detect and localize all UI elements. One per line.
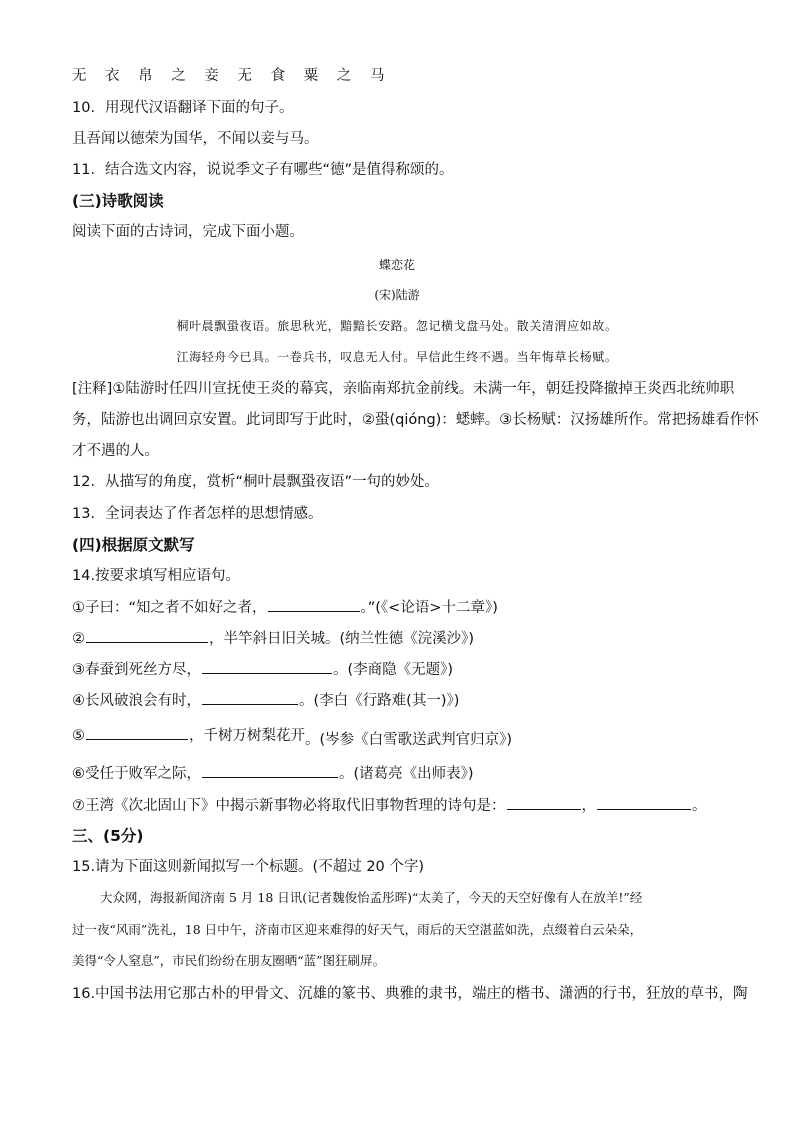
fill-item-1 [72,597,498,618]
question-11: 11．结合选文内容，说说季文子有哪些“德”是值得称颂的。 [72,162,454,178]
news-paragraph-line-2: 过一夜“风雨”洗礼，18 日中午，济南市区迎来难得的好天气，雨后的天空湛蓝如洗，点缀着白云朵朵， [72,922,643,937]
fill-item-4 [72,690,459,711]
answer-blank-1[interactable] [268,597,360,612]
fill-item-6-prefix: ⑥受任于败军之际， [72,766,201,782]
fill-item-2-prefix: ② [72,631,85,647]
fill-item-5-prefix: ⑤ [72,728,85,744]
news-paragraph-line-3: 美得“令人窒息”，市民们纷纷在朋友圈晒“蓝”图狂刷屏。 [72,953,386,968]
fill-item-3 [72,659,453,680]
fill-item-7-prefix: ⑦王湾《次北固山下》中揭示新事物必将取代旧事物哲理的诗句是： [72,798,506,814]
fill-item-1-suffix: 。”(《<论语>十二章》) [360,600,498,616]
section-heading-dictation: (四)根据原文默写 [72,536,195,554]
question-16: 16.中国书法用它那古朴的甲骨文、沉雄的篆书、典雅的隶书，端庄的楷书、潇洒的行书，狂放的草书，陶 [72,986,748,1002]
fill-item-6-suffix: 。(诸葛亮《出师表》) [339,766,474,782]
poem-note-line-3: 才不遇的人。 [72,443,159,459]
question-12: 12．从描写的角度，赏析“桐叶晨飘蛩夜语”一句的妙处。 [72,474,439,490]
answer-blank-7a[interactable] [507,795,581,810]
answer-blank-6[interactable] [202,763,338,778]
fill-item-5 [72,725,512,746]
poetry-instruction: 阅读下面的古诗词，完成下面小题。 [72,224,304,240]
answer-blank-7b[interactable] [597,795,691,810]
fill-item-3-suffix: 。(李商隐《无题》) [333,662,454,678]
poem-note-line-2: 务，陆游也出调回京安置。此词即写于此时，②蛩(qióng)：蟋蟀。③长杨赋：汉扬雄所作。常把扬雄看作怀 [72,412,759,428]
poem-title: 蝶恋花 [378,258,415,272]
question-15: 15.请为下面这则新闻拟写一个标题。(不超过 20 个字) [72,859,425,875]
poem-line-2: 江海轻舟今已具。一卷兵书，叹息无人付。早信此生终不遇。当年悔草长杨赋。 [176,350,618,364]
section-heading-three: 三、(5分) [72,827,144,845]
news-paragraph-line-1: 大众网，海报新闻济南 5 月 18 日讯(记者魏俊怡孟彤晖)“太美了，今天的天空好像有人在放羊!”经 [100,890,643,905]
fill-item-2 [72,628,474,649]
fill-item-5-middle: ，千树万树梨花开 [189,728,305,744]
fill-item-5-suffix: 。(岑参《白雪歌送武判官归京》) [305,732,513,748]
fill-item-4-suffix: 。(李白《行路难(其一)》) [299,693,460,709]
answer-blank-5[interactable] [86,725,188,740]
poem-author: (宋)陆游 [374,288,420,302]
phrase-line: 无 衣 帛 之 妾 无 食 粟 之 马 [72,68,392,84]
answer-blank-2[interactable] [86,628,208,643]
poem-note-line-1: [注释]①陆游时任四川宣抚使王炎的幕宾，亲临南郑抗金前线。未满一年，朝廷投降撤掉王炎西北统帅职 [72,381,735,397]
section-heading-poetry: (三)诗歌阅读 [72,192,164,210]
fill-item-6 [72,763,474,784]
question-13: 13．全词表达了作者怎样的思想情感。 [72,506,323,522]
fill-item-7-comma: ， [581,798,596,814]
question-10-sentence: 且吾闻以德荣为国华，不闻以妾与马。 [72,131,319,147]
fill-item-2-suffix: ，半竿斜日旧关城。(纳兰性德《浣溪沙》) [209,631,475,647]
answer-blank-3[interactable] [202,659,332,674]
question-14: 14.按要求填写相应语句。 [72,568,241,584]
poem-line-1: 桐叶晨飘蛩夜语。旅思秋光，黯黯长安路。忽记横戈盘马处。散关清渭应如故。 [176,319,618,333]
question-10: 10．用现代汉语翻译下面的句子。 [72,100,294,116]
answer-blank-4[interactable] [202,690,298,705]
fill-item-7-end: 。 [692,798,707,814]
fill-item-1-prefix: ①子曰：“知之者不如好之者， [72,600,267,616]
fill-item-3-prefix: ③春蚕到死丝方尽， [72,662,201,678]
fill-item-7 [72,795,707,816]
fill-item-4-prefix: ④长风破浪会有时， [72,693,201,709]
